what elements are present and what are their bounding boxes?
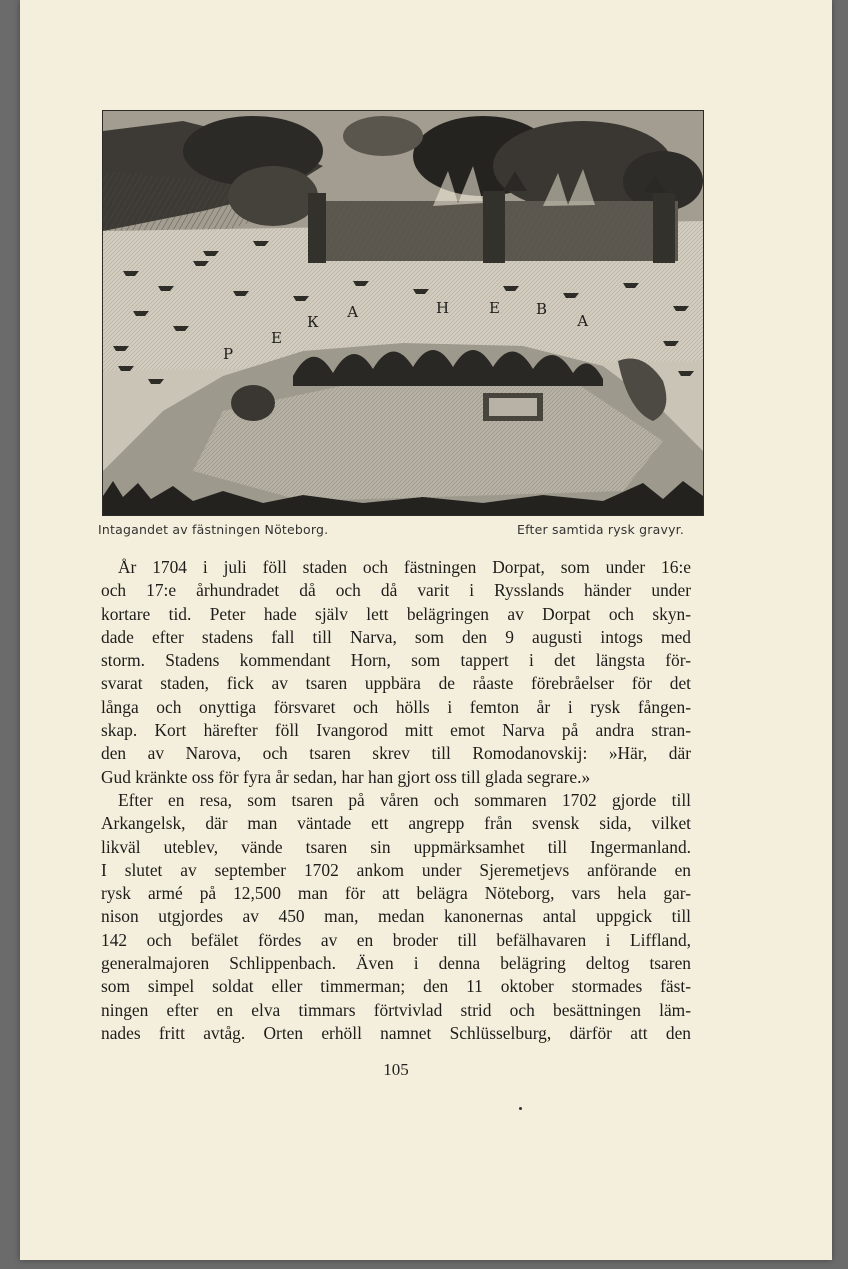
engraving-letter: А — [577, 312, 589, 330]
engraving-letter: Н — [436, 299, 450, 317]
text-line: skap. Kort härefter föll Ivangorod mitt emot Narva på andra stran- — [101, 720, 691, 741]
text-line: långa och onyttiga försvaret och hölls i femton år i rysk fången- — [101, 696, 691, 717]
print-speck — [519, 1107, 522, 1110]
engraving-letter: Е — [271, 329, 282, 347]
text-line: År 1704 i juli föll staden och fästningen Dorpat, som under 16:e — [118, 557, 691, 577]
figure-caption: Intagandet av fästningen Nöteborg. — [98, 522, 329, 537]
engraving-artwork — [103, 111, 703, 515]
engraving-letter: Е — [489, 299, 500, 317]
text-line: I slutet av september 1702 ankom under Sjeremetjevs anförande en — [101, 859, 691, 880]
paragraph — [101, 789, 691, 1045]
text-line: generalmajoren Schlippenbach. Även i denna belägring deltog tsaren — [101, 953, 691, 974]
text-line: ningen efter en elva timmars förtvivlad strid och besättningen läm- — [101, 999, 691, 1020]
engraving-letter: Р — [223, 345, 234, 363]
page-number: 105 — [383, 1060, 409, 1079]
body-text — [101, 556, 691, 1045]
text-line: och 17:e århundradet då och då varit i Rysslands händer under — [101, 580, 691, 601]
text-line: Efter en resa, som tsaren på våren och sommaren 1702 gjorde till — [118, 789, 691, 810]
text-line: svarat staden, fick av tsaren uppbära de råaste förebråelser för det — [101, 673, 691, 694]
text-line: nades fritt avtåg. Orten erhöll namnet Schlüsselburg, därför att den — [101, 1022, 691, 1043]
text-line: likväl uteblev, vände tsaren sin uppmärksamhet till Ingermanland. — [101, 836, 691, 857]
paragraph — [101, 556, 691, 789]
engraving-illustration — [102, 110, 704, 516]
engraving-letter: В — [536, 300, 548, 318]
text-line: Arkangelsk, där man väntade ett angrepp från svensk sida, vilket — [101, 813, 691, 834]
engraving-letter: К — [307, 313, 319, 331]
text-line: dade efter stadens fall till Narva, som den 9 augusti intogs med — [101, 626, 691, 647]
figure-credit: Efter samtida rysk gravyr. — [517, 522, 685, 537]
text-line: 142 och befälet fördes av en broder till befälhavaren i Liffland, — [101, 929, 691, 950]
text-line: rysk armé på 12,500 man för att belägra Nöteborg, vars hela gar- — [101, 883, 691, 904]
text-line: storm. Stadens kommendant Horn, som tappert i det längsta för- — [101, 650, 691, 671]
text-line: kortare tid. Peter hade själv lett belägringen av Dorpat och skyn- — [101, 603, 691, 624]
text-line: Gud kränkte oss för fyra år sedan, har han gjort oss till glada segrare.» — [101, 766, 591, 787]
text-line: nison utgjordes av 450 man, medan kanonernas antal uppgick till — [101, 906, 691, 927]
text-line: som simpel soldat eller timmerman; den 11 oktober stormades fäst- — [101, 976, 691, 997]
book-page — [20, 0, 832, 1260]
engraving-letter: А — [347, 303, 359, 321]
text-line: den av Narova, och tsaren skrev till Romodanovskij: »Här, där — [101, 743, 691, 764]
